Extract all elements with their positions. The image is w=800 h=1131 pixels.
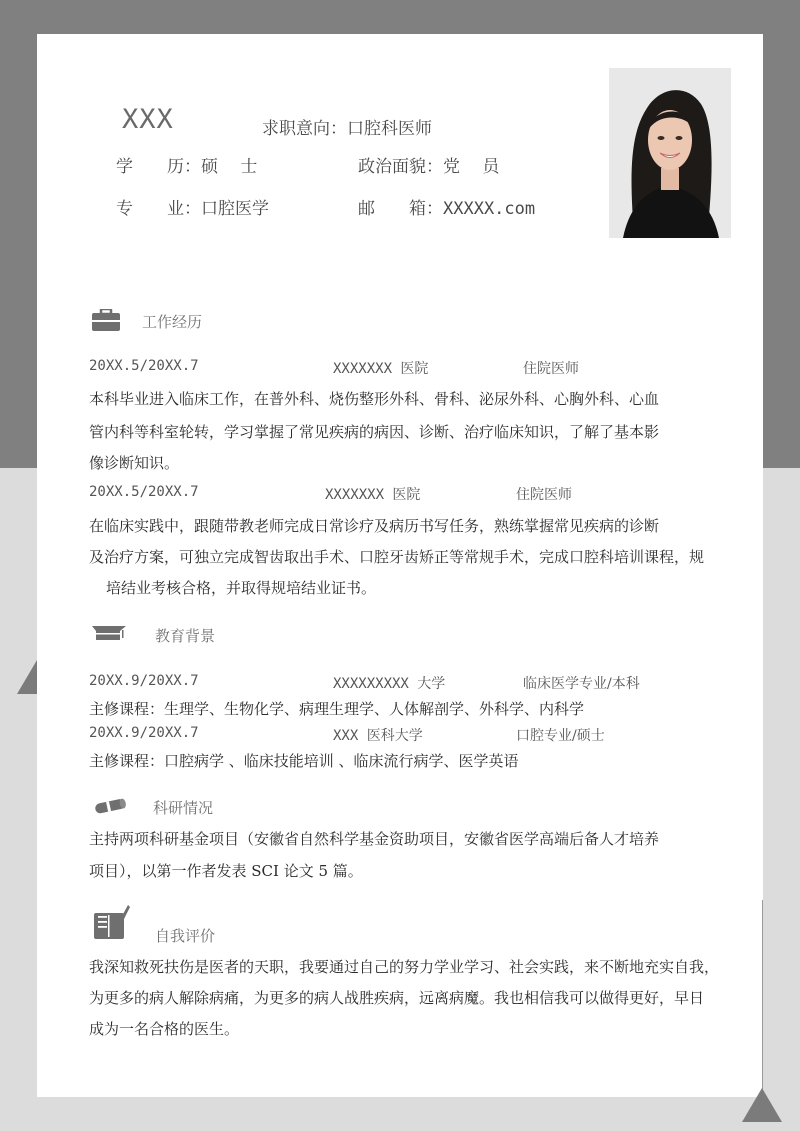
work-2-org: XXXXXXX 医院 xyxy=(325,487,421,503)
work-1-line-3: 像诊断知识。 xyxy=(89,454,180,472)
job-intent-value: 口腔科医师 xyxy=(347,119,432,139)
email xyxy=(358,194,535,219)
decor-line-right xyxy=(762,900,763,1090)
self-eval-line-1: 我深知救死扶伤是医者的天职，我要通过自己的努力学业学习、社会实践，来不断地充实自我， xyxy=(89,958,720,976)
work-1-role: 住院医师 xyxy=(523,361,579,377)
edu-1-date: 20XX.9/20XX.7 xyxy=(89,673,199,689)
edu-1-major: 临床医学专业/本科 xyxy=(523,676,640,692)
edu-2-date: 20XX.9/20XX.7 xyxy=(89,725,199,741)
work-1-org: XXXXXXX 医院 xyxy=(333,361,429,377)
work-1-line-2: 管内科等科室轮转，学习掌握了常见疾病的病因、诊断、治疗临床知识，了解了基本影 xyxy=(89,423,660,441)
edu-2-major: 口腔专业/硕士 xyxy=(516,728,605,744)
edu-2-school: XXX 医科大学 xyxy=(333,728,423,744)
work-2-role: 住院医师 xyxy=(516,487,572,503)
edu-1-courses: 主修课程：生理学、生物化学、病理生理学、人体解剖学、外科学、内科学 xyxy=(89,700,585,718)
section-title-work: 工作经历 xyxy=(142,313,203,331)
email-label: 邮 箱： xyxy=(358,199,443,219)
political-value: 党 员 xyxy=(443,157,500,177)
political-status xyxy=(358,152,499,177)
graduation-cap-icon xyxy=(92,624,126,642)
edu-2-courses: 主修课程：口腔病学 、临床技能培训 、临床流行病学、医学英语 xyxy=(89,752,519,770)
edu-1-school: XXXXXXXXX 大学 xyxy=(333,676,446,692)
person-portrait-icon xyxy=(609,68,731,238)
profile-photo xyxy=(609,68,731,238)
major-value: 口腔医学 xyxy=(201,199,269,219)
self-eval-line-2: 为更多的病人解除病痛，为更多的病人战胜疾病，远离病魔。我也相信我可以做得更好，早日 xyxy=(89,989,705,1007)
major xyxy=(116,194,269,219)
degree-value: 硕 士 xyxy=(201,157,258,177)
work-2-line-1: 在临床实践中，跟随带教老师完成日常诊疗及病历书写任务，熟练掌握常见疾病的诊断 xyxy=(89,517,660,535)
candidate-name: XXX xyxy=(122,104,174,135)
degree xyxy=(116,152,257,177)
work-1-date: 20XX.5/20XX.7 xyxy=(89,358,199,374)
major-label: 专 业： xyxy=(116,199,201,219)
diploma-scroll-icon xyxy=(93,797,129,815)
work-1-line-1: 本科毕业进入临床工作，在普外科、烧伤整形外科、骨科、泌尿外科、心胸外科、心血 xyxy=(89,390,660,408)
self-eval-line-3: 成为一名合格的医生。 xyxy=(89,1020,240,1038)
work-2-date: 20XX.5/20XX.7 xyxy=(89,484,199,500)
work-2-line-2: 及治疗方案，可独立完成智齿取出手术、口腔牙齿矫正等常规手术，完成口腔科培训课程，规 xyxy=(89,548,705,566)
job-intent-label: 求职意向： xyxy=(262,119,347,139)
political-label: 政治面貌： xyxy=(358,157,443,177)
research-line-2: 项目），以第一作者发表 SCI 论文 5 篇。 xyxy=(89,862,363,880)
section-title-education: 教育背景 xyxy=(155,627,216,645)
decor-triangle-right xyxy=(742,1088,782,1122)
email-value: XXXXX.com xyxy=(443,199,536,219)
degree-label: 学 历： xyxy=(116,157,201,177)
book-pen-icon xyxy=(94,903,130,941)
section-title-research: 科研情况 xyxy=(153,799,214,817)
research-line-1: 主持两项科研基金项目（安徽省自然科学基金资助项目，安徽省医学高端后备人才培养 xyxy=(89,830,660,848)
briefcase-icon xyxy=(92,309,120,331)
work-2-line-3: 培结业考核合格，并取得规培结业证书。 xyxy=(106,579,377,597)
job-intent xyxy=(262,114,432,139)
section-title-self-eval: 自我评价 xyxy=(155,927,216,945)
